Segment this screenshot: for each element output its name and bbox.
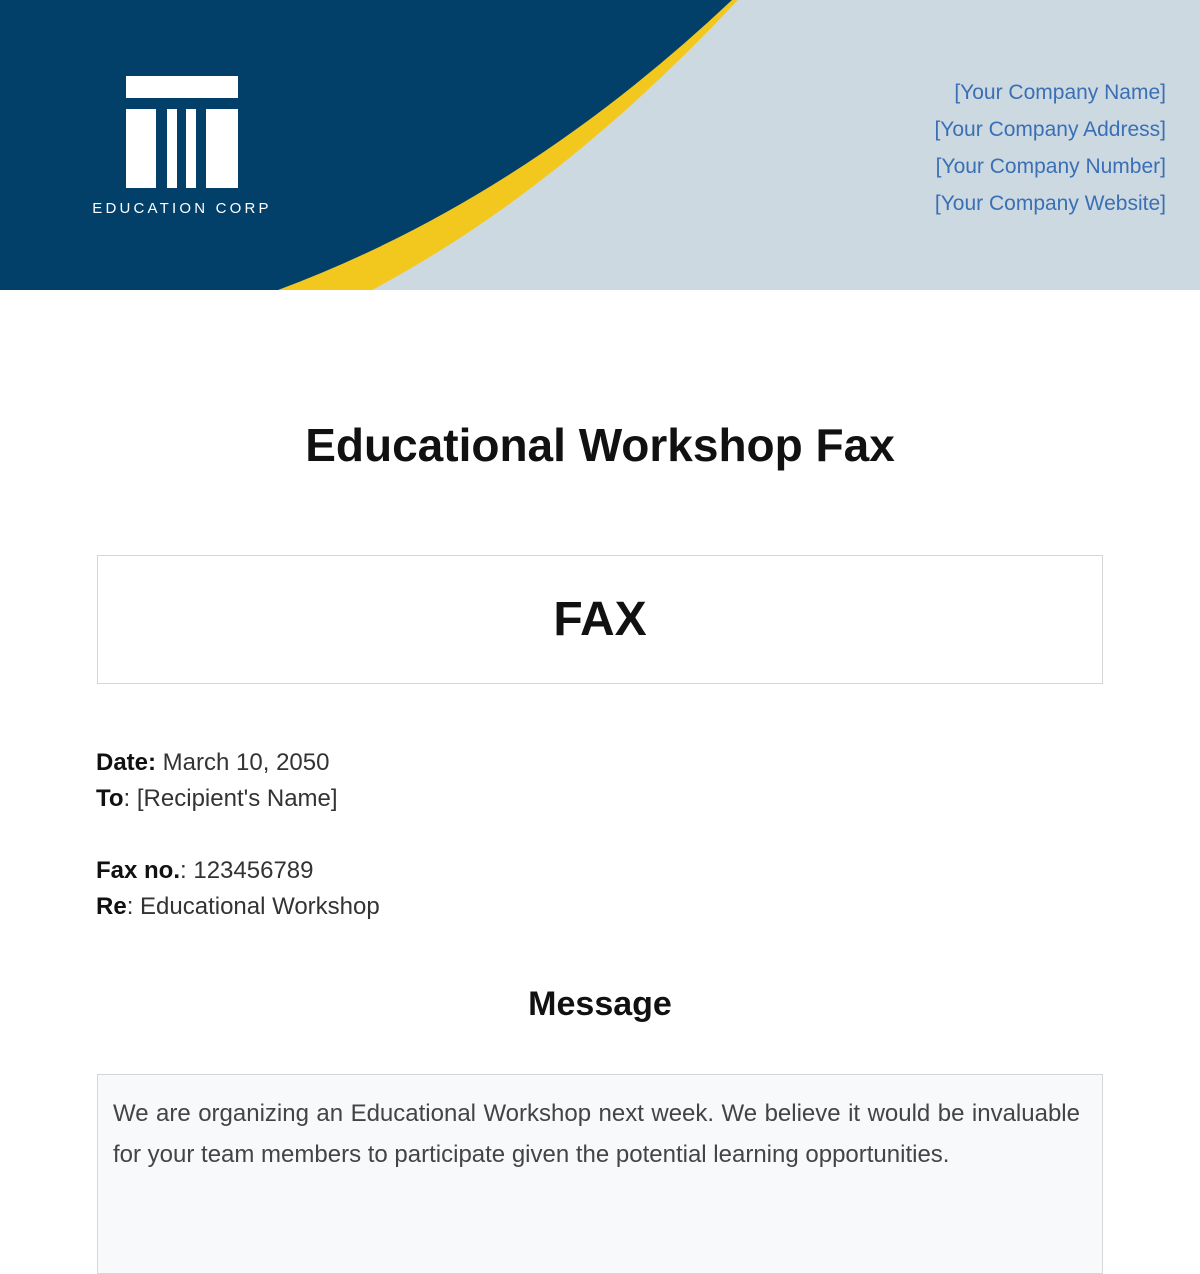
company-website: [Your Company Website]: [934, 192, 1166, 215]
date-field: Date: March 10, 2050: [96, 749, 330, 776]
document-title: Educational Workshop Fax: [305, 419, 895, 471]
company-contact-info: [934, 74, 1166, 222]
re-field: Re: Educational Workshop: [96, 893, 380, 920]
to-field: To: [Recipient's Name]: [96, 785, 338, 812]
fax-fields: [96, 853, 380, 925]
recipient-fields: [96, 745, 338, 817]
company-logo-icon: [126, 76, 238, 188]
message-heading: Message: [528, 985, 672, 1023]
company-address: [Your Company Address]: [934, 118, 1166, 141]
fax-banner: FAX: [97, 555, 1103, 684]
company-logo-text: EDUCATION CORP: [92, 200, 272, 217]
message-body: We are organizing an Educational Workshop next week. We believe it would be invaluable for your team members to participate given the potential learning opportunities.: [97, 1074, 1103, 1274]
header-banner: [0, 0, 1200, 290]
company-name: [Your Company Name]: [954, 81, 1166, 104]
fax-number-field: Fax no.: 123456789: [96, 857, 314, 884]
company-number: [Your Company Number]: [935, 155, 1166, 178]
